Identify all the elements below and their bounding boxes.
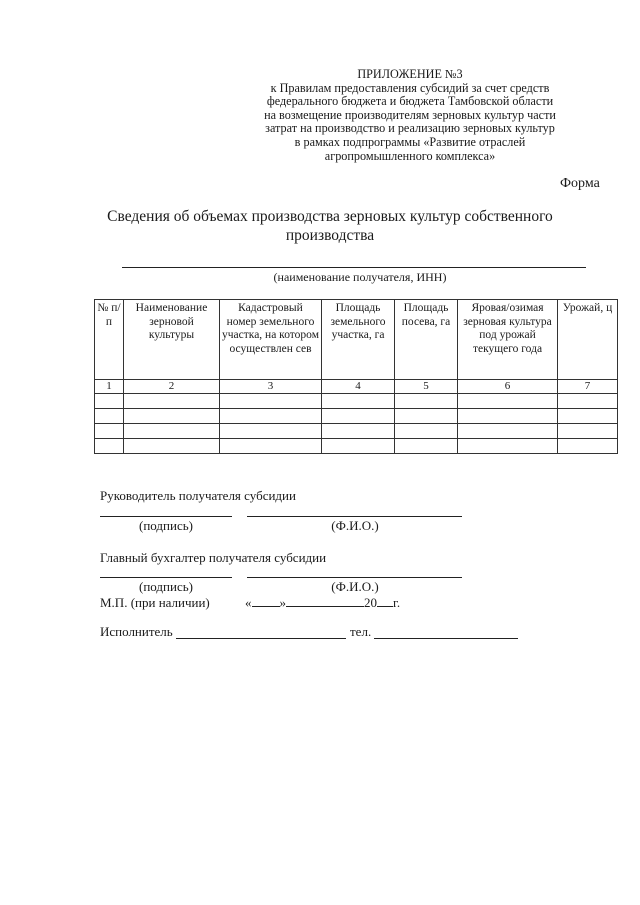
phone-label: тел. [350,624,372,639]
date-year-line[interactable] [377,606,393,607]
appendix-line: федерального бюджета и бюджета Тамбовской области [266,94,554,109]
table-cell[interactable] [95,409,124,424]
accountant-signature-line[interactable] [100,577,232,578]
table-cell[interactable] [558,394,618,409]
table-cell[interactable] [395,439,458,454]
recipient-caption: (наименование получателя, ИНН) [273,270,447,284]
header-cell: Кадастровый номер земельного участка, на котором осуществлен сев [220,300,322,380]
appendix-header [230,68,590,163]
date-year-suffix: г. [393,595,401,610]
stamp-label: М.П. (при наличии) [100,595,210,610]
table-row [95,439,618,454]
column-number: 5 [395,380,458,394]
header-cell: Площадь посева, га [395,300,458,380]
header-cell: Площадь земельного участка, га [322,300,395,380]
table-cell[interactable] [458,394,558,409]
document-title [100,207,560,245]
table-header-row [95,300,618,380]
table-cell[interactable] [558,424,618,439]
table-cell[interactable] [124,394,220,409]
table-cell[interactable] [220,394,322,409]
accountant-signature-caption: (подпись) [139,579,193,594]
column-number: 3 [220,380,322,394]
date-open-quote: « [245,595,252,610]
recipient-field-line [122,267,586,268]
table-cell[interactable] [395,409,458,424]
table-cell[interactable] [458,424,558,439]
table-cell[interactable] [124,439,220,454]
table-cell[interactable] [95,394,124,409]
table-cell[interactable] [322,424,395,439]
date-month-line[interactable] [286,606,364,607]
table-cell[interactable] [558,439,618,454]
column-number: 4 [322,380,395,394]
column-number: 7 [558,380,618,394]
head-fio-caption: (Ф.И.О.) [331,518,379,533]
table-cell[interactable] [95,439,124,454]
phone-line[interactable] [374,638,518,639]
table-cell[interactable] [124,424,220,439]
table-cell[interactable] [220,439,322,454]
header-cell: № п/п [95,300,124,380]
production-table [94,299,618,454]
table-cell[interactable] [220,409,322,424]
table-cell[interactable] [395,424,458,439]
executor-line[interactable] [176,638,346,639]
column-number: 6 [458,380,558,394]
table-row [95,409,618,424]
head-title: Руководитель получателя субсидии [100,488,296,503]
appendix-line: в рамках подпрограммы «Развитие отраслей [294,134,526,149]
executor-label: Исполнитель [100,624,173,639]
head-signature-line[interactable] [100,516,232,517]
title-line: производства [285,227,375,244]
table-cell[interactable] [458,409,558,424]
table-cell[interactable] [458,439,558,454]
appendix-line: агропромышленного комплекса» [324,148,496,163]
column-number: 1 [95,380,124,394]
form-label: Форма [560,176,600,191]
title-line: Сведения об объемах производства зерновых культур собственного [107,208,553,225]
accountant-fio-line[interactable] [247,577,462,578]
appendix-line: к Правилам предоставления субсидий за счет средств [270,80,550,95]
head-signature-caption: (подпись) [139,518,193,533]
table-cell[interactable] [322,409,395,424]
appendix-line: ПРИЛОЖЕНИЕ №3 [357,67,463,81]
table-cell[interactable] [95,424,124,439]
appendix-line: на возмещение производителям зерновых культур части [264,107,556,122]
table-cell[interactable] [220,424,322,439]
accountant-fio-caption: (Ф.И.О.) [331,579,379,594]
table-row [95,424,618,439]
header-cell: Урожай, ц [558,300,618,380]
header-cell: Наименование зерновой культуры [124,300,220,380]
table-number-row [95,380,618,394]
date-close-quote: » [279,595,286,610]
table-cell[interactable] [558,409,618,424]
table-cell[interactable] [124,409,220,424]
header-cell: Яровая/озимая зерновая культура под урожай текущего года [458,300,558,380]
date-year-prefix: 20 [364,595,377,610]
appendix-line: затрат на производство и реализацию зерновых культур [265,121,555,136]
table-cell[interactable] [322,439,395,454]
head-fio-line[interactable] [247,516,462,517]
column-number: 2 [124,380,220,394]
accountant-title: Главный бухгалтер получателя субсидии [100,550,327,565]
date-day-line[interactable] [252,606,280,607]
table-cell[interactable] [395,394,458,409]
table-row [95,394,618,409]
date-field [245,595,400,611]
table-cell[interactable] [322,394,395,409]
